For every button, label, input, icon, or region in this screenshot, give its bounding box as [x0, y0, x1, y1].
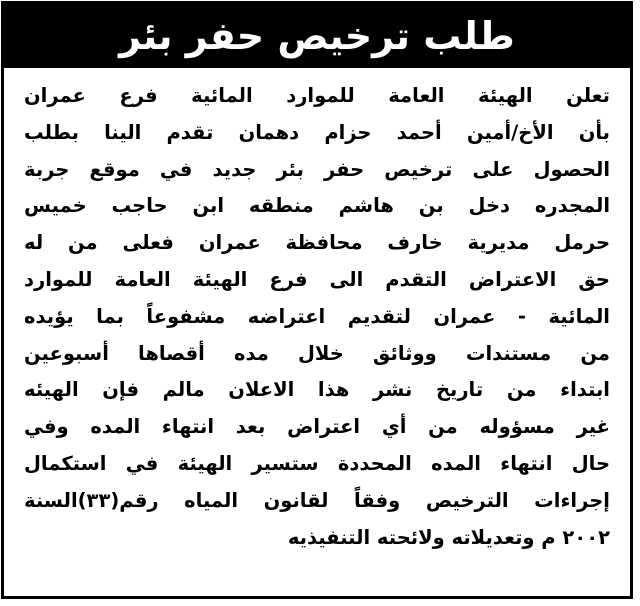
notice-line: الحصول على ترخيص حفر بئر جديد في موقع جربة [24, 157, 610, 181]
title-bar [4, 4, 630, 68]
notice-line: تعلن الهيئة العامة للموارد المائية فرع عمران [24, 84, 610, 107]
notice-line: إجراءات الترخيص وفقاً لقانون المياه رقم(٣٣)السنة [24, 488, 610, 512]
notice-title: طلب ترخيص حفر بئر [119, 14, 515, 58]
notice-line: المائية - عمران لتقديم اعتراضه مشفوعاً بما يؤيده [24, 304, 610, 328]
notice-line: المجدره دخل بن هاشم منطقه ابن حاجب خميس [24, 194, 610, 218]
notice-line: حق الاعتراض التقدم الى فرع الهيئة العامة للموارد [24, 267, 610, 291]
notice-line: من مستندات ووثائق خلال مده أقصاها أسبوعين [24, 341, 610, 365]
notice-line: حرمل مديرية خارف محافظة عمران فعلى من له [24, 231, 610, 255]
notice-line: حال انتهاء المده المحددة ستسير الهيئة في استكمال [24, 451, 610, 475]
notice-line: غير مسؤوله من أي اعتراض بعد انتهاء المده وفي [24, 415, 610, 439]
notice-line: ابتداء من تاريخ نشر هذا الاعلان مالم فإن الهيئه [24, 378, 610, 402]
notice-line: بأن الأخ/أمين أحمد حزام دهمان تقدم الينا بطلب [24, 120, 610, 144]
notice-body [24, 78, 610, 556]
notice-line: ٢٠٠٢ م وتعديلاته ولائحته التنفيذيه [287, 525, 610, 549]
notice-box [1, 1, 633, 599]
